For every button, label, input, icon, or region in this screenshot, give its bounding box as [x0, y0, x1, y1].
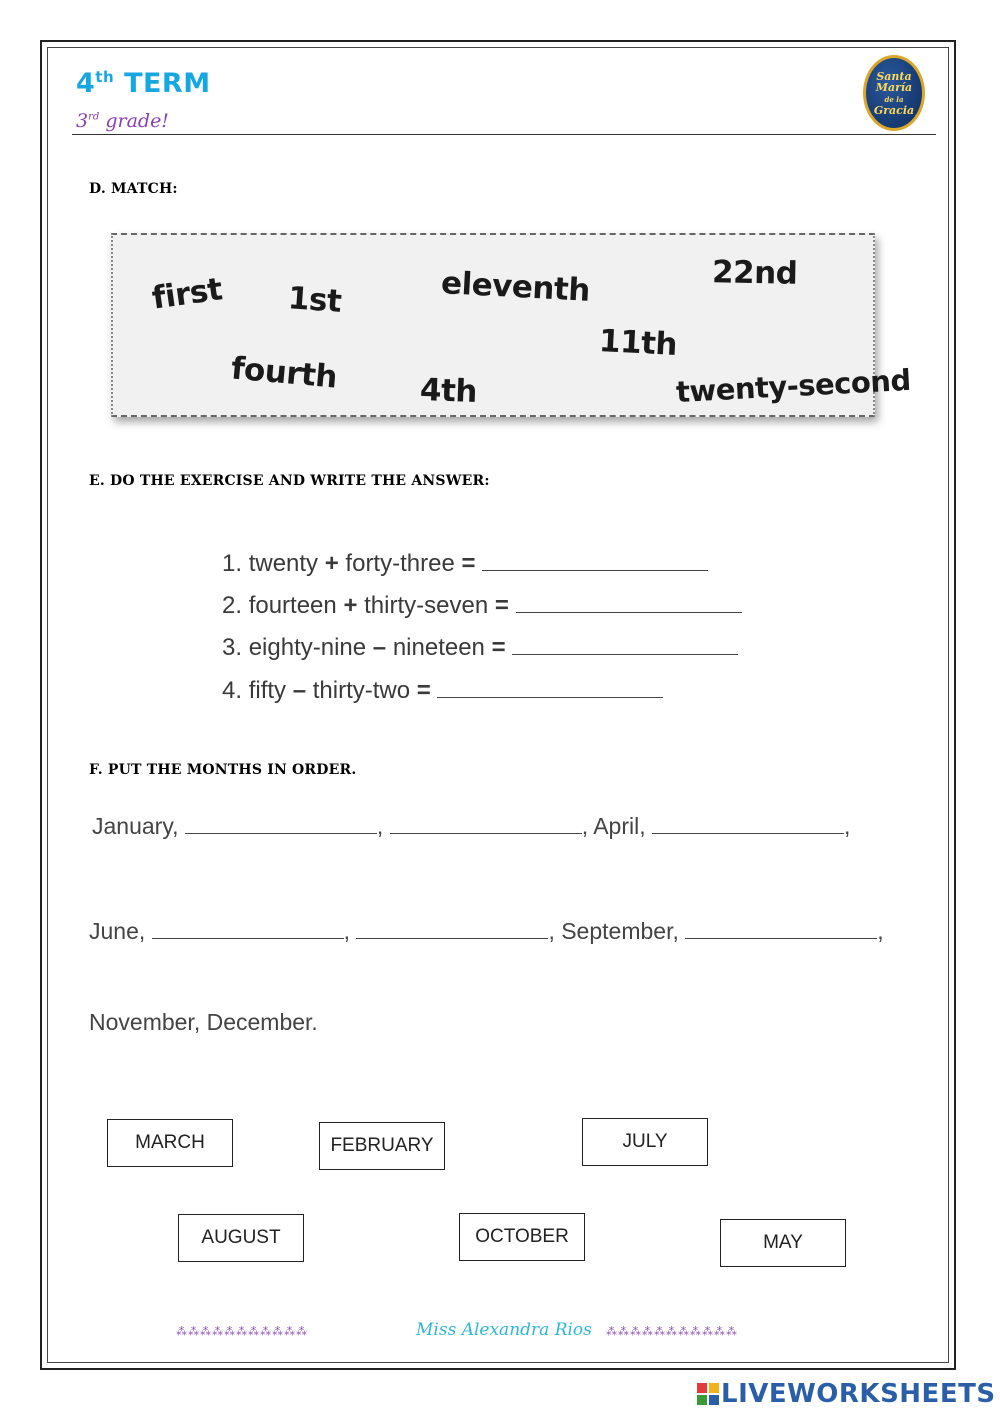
teacher-name: Miss Alexandra Rios: [416, 1320, 592, 1340]
months-line-3: November, December.: [89, 1009, 318, 1035]
answer-blank[interactable]: [437, 675, 663, 698]
answer-blank[interactable]: [512, 632, 738, 655]
month-blank[interactable]: [652, 811, 844, 834]
liveworksheets-logo-icon: [697, 1383, 719, 1405]
month-blank[interactable]: [685, 916, 877, 939]
match-word[interactable]: twenty-second: [675, 362, 912, 410]
match-word[interactable]: 22nd: [711, 254, 798, 292]
months-line-2: June, , , September, ,: [89, 918, 884, 944]
match-word[interactable]: eleventh: [440, 265, 591, 309]
grade-label: 3rd grade!: [76, 110, 169, 132]
answer-blank[interactable]: [516, 590, 742, 613]
month-option-box[interactable]: MARCH: [107, 1119, 233, 1167]
months-line-1: January, , , April, ,: [92, 813, 851, 839]
exercise-row: 4. fifty – thirty-two =: [222, 675, 663, 705]
month-blank[interactable]: [152, 916, 344, 939]
month-option-box[interactable]: FEBRUARY: [319, 1122, 445, 1170]
match-word[interactable]: 11th: [598, 322, 678, 364]
month-option-box[interactable]: AUGUST: [178, 1214, 304, 1262]
footer-ornament-right: ⁂⁂⁂⁂⁂⁂⁂⁂⁂⁂⁂: [606, 1326, 738, 1338]
match-word[interactable]: fourth: [229, 350, 339, 396]
month-option-box[interactable]: OCTOBER: [459, 1213, 585, 1261]
month-blank[interactable]: [356, 916, 548, 939]
school-logo: Santa María de la Gracia: [863, 55, 925, 131]
match-word[interactable]: first: [149, 271, 225, 317]
month-blank[interactable]: [390, 811, 582, 834]
section-e-title: E. DO THE EXERCISE AND WRITE THE ANSWER:: [89, 473, 490, 489]
month-blank[interactable]: [185, 811, 377, 834]
exercise-row: 1. twenty + forty-three =: [222, 548, 708, 578]
match-word[interactable]: 4th: [419, 372, 478, 410]
header-divider: [72, 134, 936, 135]
month-option-box[interactable]: MAY: [720, 1219, 846, 1267]
exercise-row: 3. eighty-nine – nineteen =: [222, 632, 738, 662]
match-word[interactable]: 1st: [286, 280, 343, 320]
liveworksheets-brand[interactable]: LIVEWORKSHEETS: [697, 1379, 996, 1409]
footer-ornament-left: ⁂⁂⁂⁂⁂⁂⁂⁂⁂⁂⁂: [176, 1326, 308, 1338]
section-f-title: F. PUT THE MONTHS IN ORDER.: [89, 762, 357, 778]
exercise-row: 2. fourteen + thirty-seven =: [222, 590, 742, 620]
term-title: 4th TERM: [76, 68, 211, 99]
section-d-title: D. MATCH:: [89, 181, 178, 197]
answer-blank[interactable]: [482, 548, 708, 571]
month-option-box[interactable]: JULY: [582, 1118, 708, 1166]
